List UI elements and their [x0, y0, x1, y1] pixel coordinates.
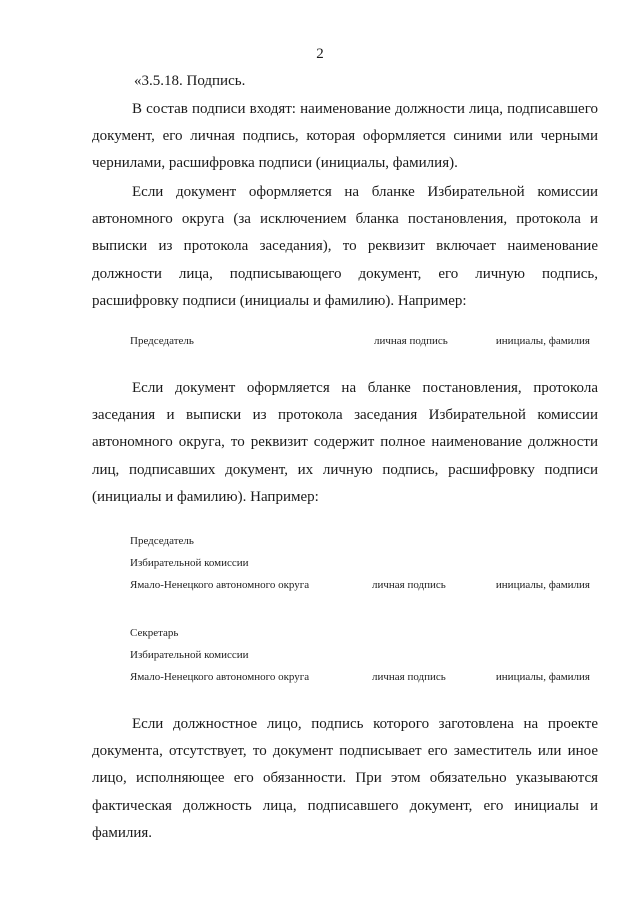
page-number: 2 [316, 46, 324, 62]
signature-example-chairman [130, 535, 590, 601]
example-line [130, 535, 590, 557]
example-line [130, 671, 590, 693]
example-position-line: Ямало-Ненецкого автономного округа [130, 579, 310, 591]
example-name: инициалы, фамилия [495, 671, 590, 683]
example-line [130, 579, 590, 601]
example-line [130, 649, 590, 671]
example-position-line: Председатель [130, 535, 194, 547]
example-signature: личная подпись [374, 335, 448, 347]
example-name: инициалы, фамилия [495, 335, 590, 347]
paragraph-deputy-signing: Если должностное лицо, подпись которого заготовлена на проекте документа, отсутствует, то документ подписывает его заместитель или иное лицо, исполняющее его обязанности. При этом обязательно указываются фактическая должность лица, подписавшего документ, его инициалы и фамилия. [92, 716, 598, 841]
signature-example-simple [130, 335, 590, 353]
example-signature: личная подпись [372, 579, 446, 591]
paragraph-signature-composition: В состав подписи входят: наименование должности лица, подписавшего документ, его личная подпись, которая оформляется синими или черными чернилами, расшифровка подписи (инициалы, фамилия). [92, 101, 598, 172]
example-line [130, 557, 590, 579]
example-name: инициалы, фамилия [495, 579, 590, 591]
paragraph-commission-blank: Если документ оформляется на бланке Избирательной комиссии автономного округа (за исключением бланка постановления, протокола и выписки из протокола заседания), то реквизит включает наименование должности лица, подписывающего документ, его личную подпись, расшифровку подписи (инициалы и фамилию). Например: [92, 184, 598, 309]
paragraph-resolution-blank: Если документ оформляется на бланке постановления, протокола заседания и выписки из протокола заседания Избирательной комиссии автономного округа, то реквизит содержит полное наименование должности лиц, подписавших документ, их личную подпись, расшифровку подписи (инициалы и фамилию). Например: [92, 380, 598, 505]
example-position-line: Избирательной комиссии [130, 557, 249, 569]
example-line [130, 627, 590, 649]
example-signature: личная подпись [372, 671, 446, 683]
signature-example-secretary [130, 627, 590, 693]
example-position: Председатель [130, 335, 194, 347]
example-position-line: Избирательной комиссии [130, 649, 249, 661]
section-heading: «3.5.18. Подпись. [134, 73, 246, 89]
example-position-line: Ямало-Ненецкого автономного округа [130, 671, 310, 683]
example-position-line: Секретарь [130, 627, 179, 639]
